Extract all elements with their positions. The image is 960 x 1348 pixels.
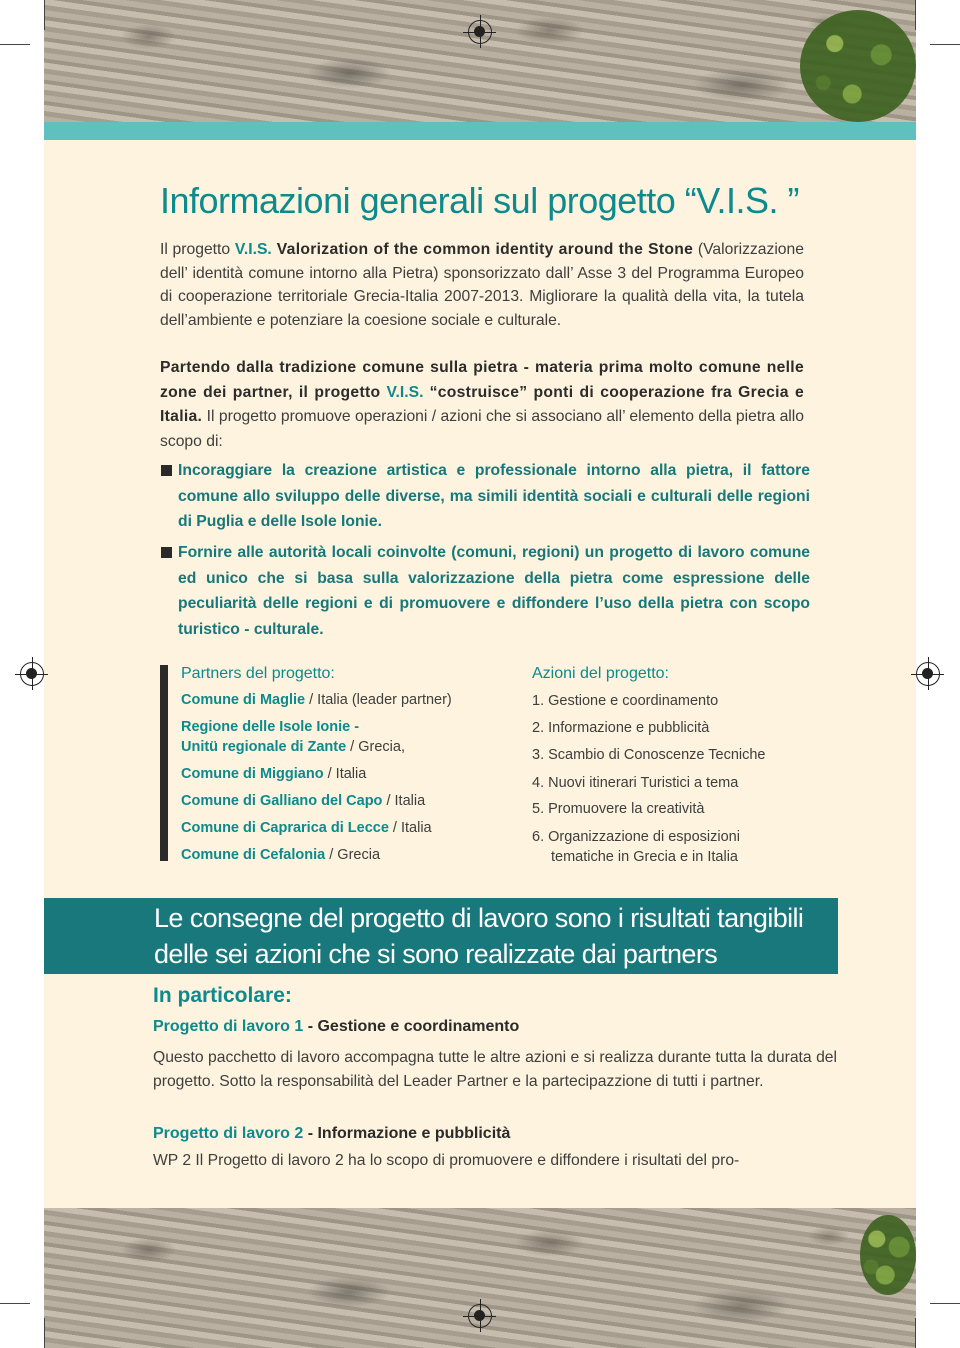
cooperation-paragraph: Partendo dalla tradizione comune sulla pietra - materia prima molto comune nelle zone dei partner, il progetto V.I.S. “costruisce” ponti di cooperazione fra Grecia e Italia. Il progetto promuove operazioni / azioni che si associano all’ elemento della pietra allo scopo di:: [160, 359, 804, 450]
work-package-1-text: Questo pacchetto di lavoro accompagna tutte le altre azioni e si realizza durante tutta la durata del progetto. Sotto la responsabilità del Leader Partner e la partecipazzione di tutti i partner.: [153, 1049, 837, 1090]
work-package-2-heading: Progetto di lavoro 2 - Informazione e pubblicità: [153, 1125, 511, 1142]
partner-item: Comune di Maglie / Italia (leader partner): [181, 692, 452, 708]
action-item: 4. Nuovi itinerari Turistici a tema: [532, 775, 739, 791]
crop-mark: [930, 1303, 960, 1304]
crop-mark: [44, 1318, 45, 1348]
registration-mark-icon: [468, 20, 492, 44]
action-item: 6. Organizzazione di esposizioni: [532, 829, 740, 845]
square-bullet-icon: [161, 547, 172, 558]
partner-item: Unitü regionale di Zante / Grecia,: [181, 739, 405, 755]
work-package-2-text: WP 2 Il Progetto di lavoro 2 ha lo scopo di promuovere e diffondere i risultati del pro-: [153, 1152, 740, 1169]
crop-mark: [915, 0, 916, 30]
actions-heading: Azioni del progetto:: [532, 665, 669, 682]
plant-photo-bottom: [860, 1215, 916, 1295]
action-item: 1. Gestione e coordinamento: [532, 693, 719, 709]
partner-item: Comune di Miggiano / Italia: [181, 766, 367, 782]
partners-heading: Partners del progetto:: [181, 665, 335, 682]
registration-mark-icon: [468, 1304, 492, 1328]
project-full-name: Valorization of the common identity around the Stone: [271, 241, 694, 258]
crop-mark: [915, 1318, 916, 1348]
action-item-continuation: tematiche in Grecia e in Italia: [551, 849, 738, 865]
partner-item: Comune di Caprarica di Lecce / Italia: [181, 820, 432, 836]
registration-mark-icon: [916, 662, 940, 686]
registration-mark-icon: [20, 662, 44, 686]
square-bullet-icon: [161, 465, 172, 476]
plant-photo-top: [800, 10, 916, 122]
project-acronym: V.I.S.: [386, 383, 424, 401]
teal-strip: [44, 122, 916, 140]
work-package-1-heading: Progetto di lavoro 1 - Gestione e coordinamento: [153, 1018, 520, 1035]
objective-item: Fornire alle autorità locali coinvolte (comuni, regioni) un progetto di lavoro comune ed unico che si basa sulla valorizzazione della pietra come espressione delle peculiarità delle regioni e di promuovere e diffondere l’uso della pietra con scopo turistico - culturale.: [160, 540, 810, 642]
action-item: 3. Scambio di Conoscenze Tecniche: [532, 747, 766, 763]
intro-paragraph: Il progetto V.I.S. Valorization of the common identity around the Stone (Valorizzazione dell’ identità comune intorno alla Pietra) sponsorizzato dall’ Asse 3 del Programma Europeo di cooperazione territoriale Grecia-Italia 2007-2013. Migliorare la qualità della vita, la tutela dell’ambiente e potenziare la coesione sociale e culturale.: [160, 241, 804, 329]
action-item: 2. Informazione e pubblicità: [532, 720, 710, 736]
crop-mark: [0, 1303, 30, 1304]
objective-item: Incoraggiare la creazione artistica e professionale intorno alla pietra, il fattore comune allo sviluppo delle diverse, ma simili identità sociali e culturali delle regioni di Puglia e delle Isole Ionie.: [160, 458, 810, 535]
partners-accent-bar: [160, 665, 168, 861]
in-particolare-heading: In particolare:: [153, 984, 292, 1007]
action-item: 5. Promuovere la creatività: [532, 801, 705, 817]
crop-mark: [930, 44, 960, 45]
partner-item: Comune di Cefalonia / Grecia: [181, 847, 381, 863]
page-title: Informazioni generali sul progetto “V.I.S. ”: [160, 180, 800, 221]
partner-item: Comune di Galliano del Capo / Italia: [181, 793, 426, 809]
project-acronym: V.I.S.: [234, 241, 272, 258]
crop-mark: [44, 0, 45, 30]
deliverables-banner-text: Le consegne del progetto di lavoro sono i risultati tangibili delle sei azioni che si sono realizzate dai partners: [154, 903, 804, 969]
partner-item: Regione delle Isole Ionie -: [181, 719, 360, 735]
crop-mark: [0, 44, 30, 45]
